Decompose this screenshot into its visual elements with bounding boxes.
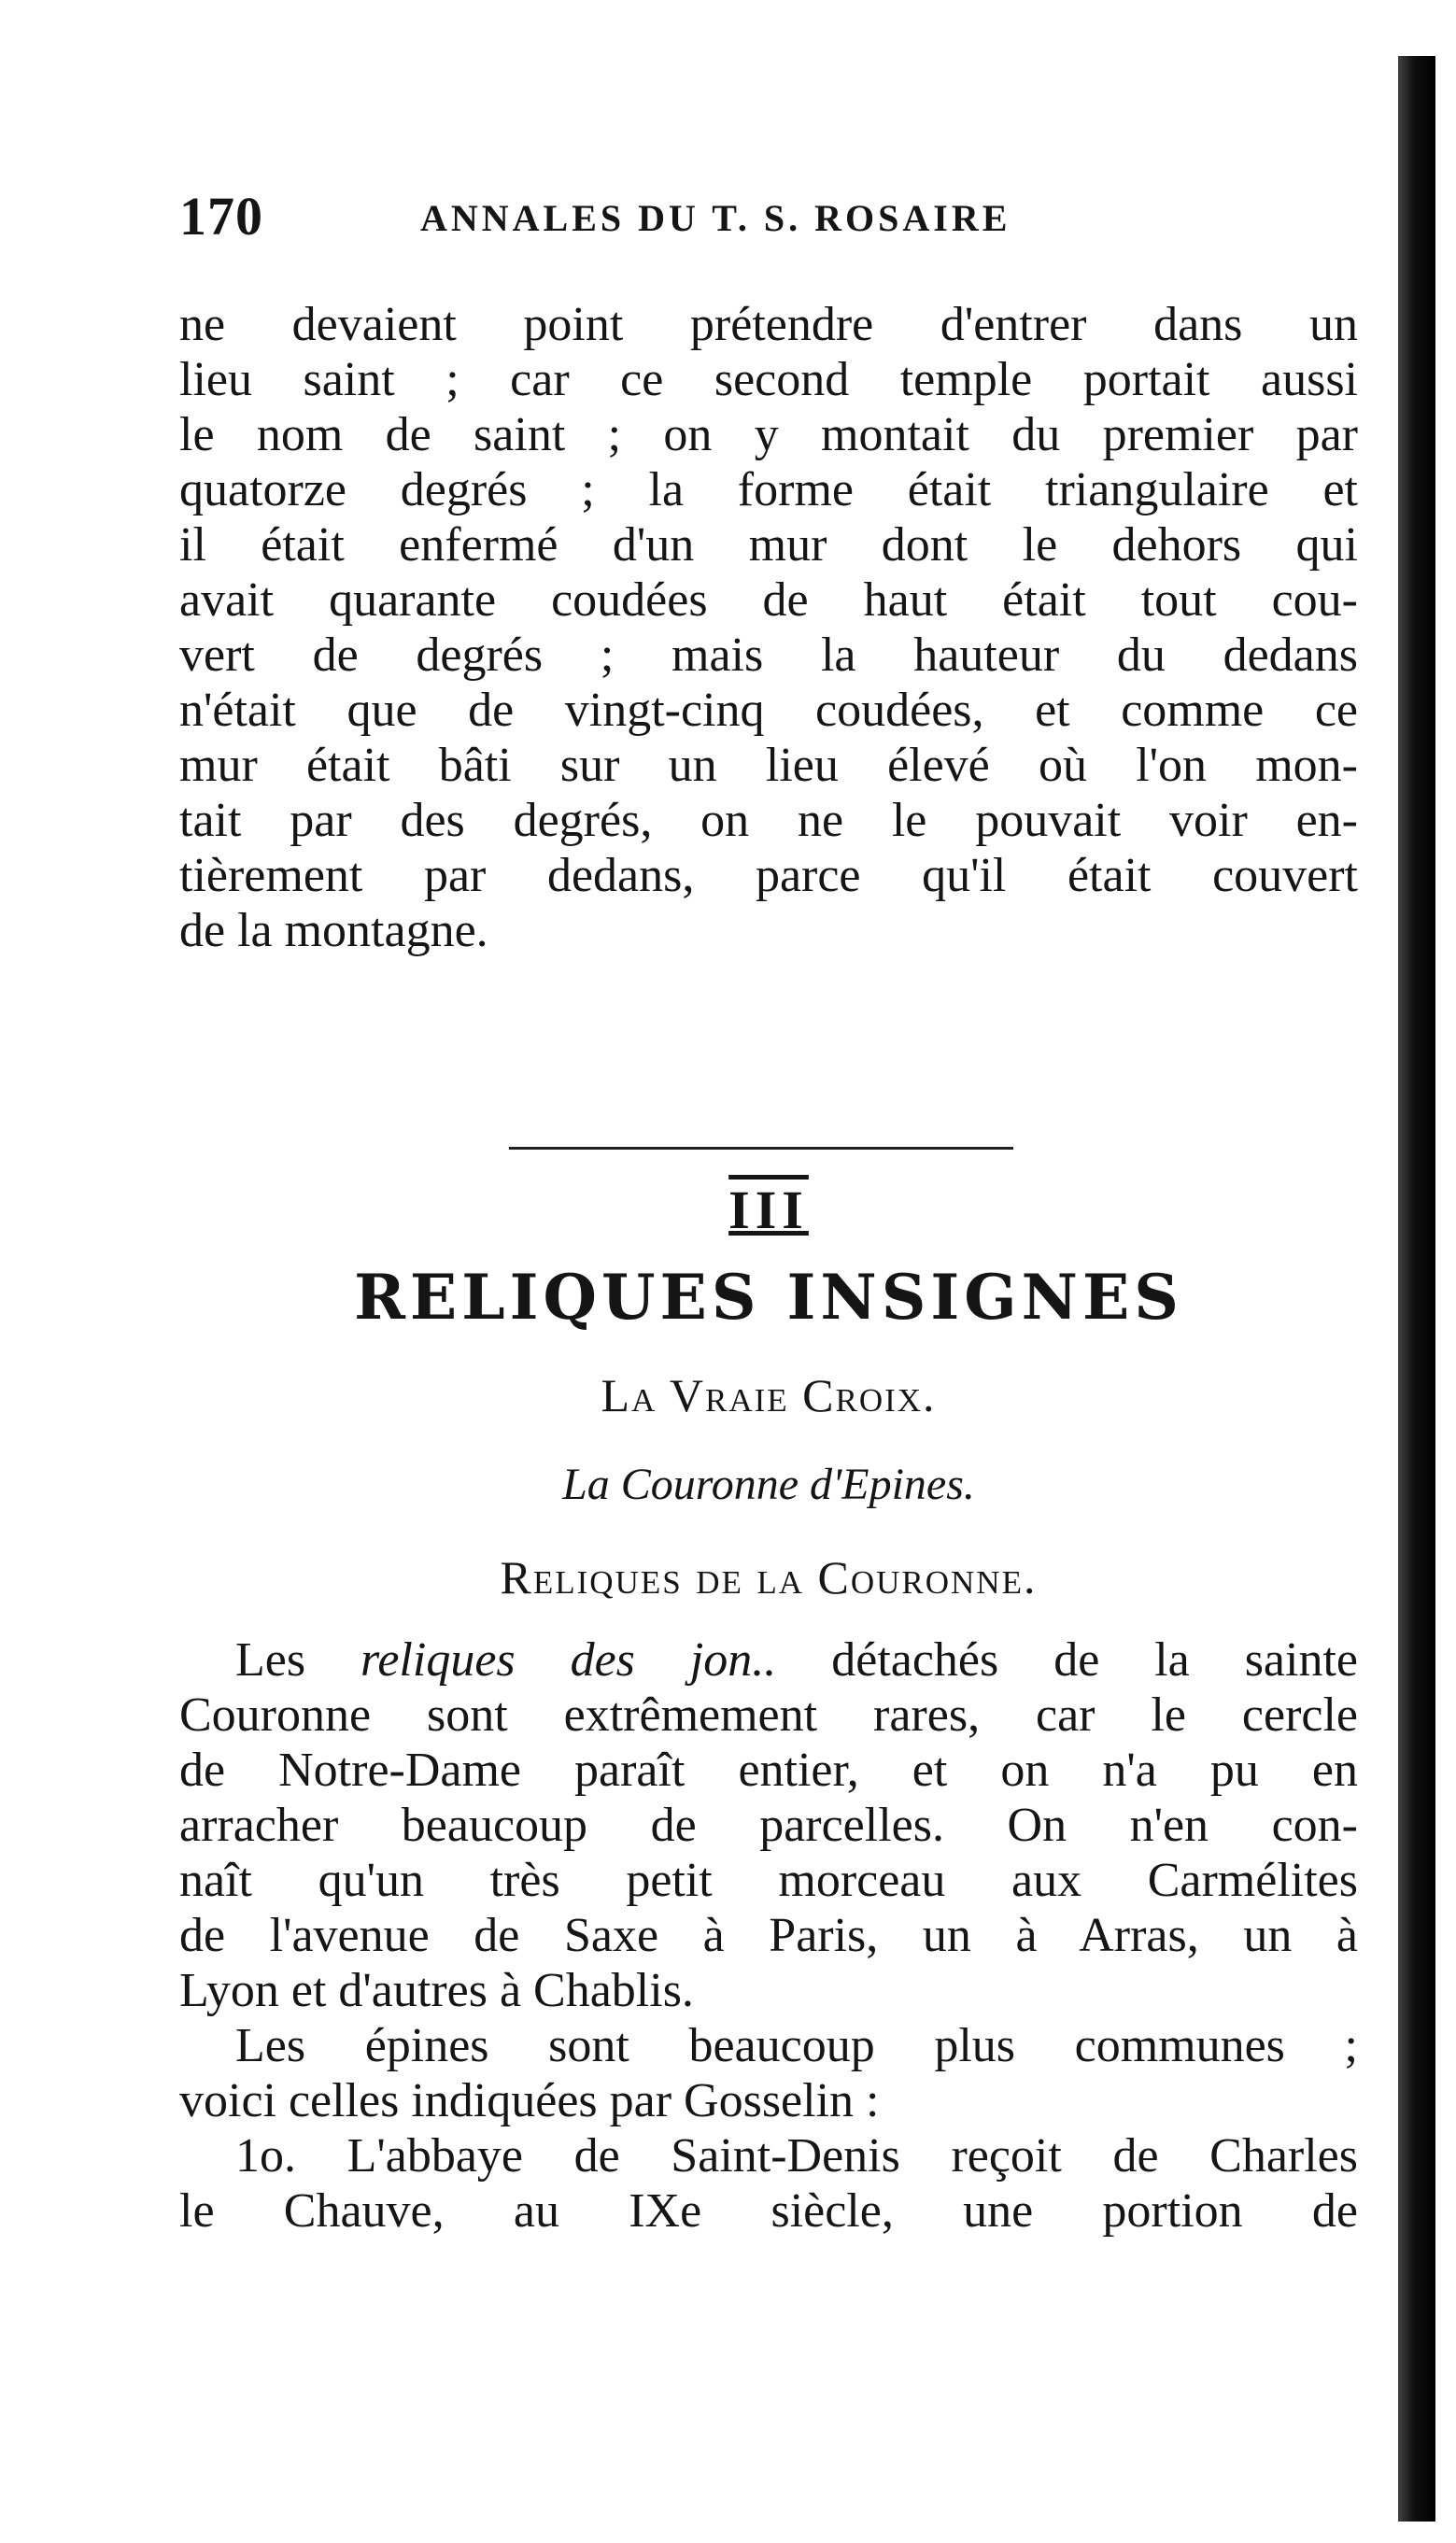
running-head: ANNALES DU T. S. ROSAIRE — [420, 197, 1011, 239]
text-line: le Chauve, au IXe siècle, une portion de — [179, 2184, 1358, 2238]
text-line: avait quarante coudées de haut était tout cou- — [179, 573, 1358, 627]
text-line: de l'avenue de Saxe à Paris, un à Arras, un à — [179, 1909, 1358, 1962]
text-line: tait par des degrés, on ne le pouvait voir en- — [179, 794, 1358, 847]
page-header — [179, 185, 1347, 250]
page-binding-shadow — [1398, 56, 1435, 2522]
text-line: voici celles indiquées par Gosselin : — [179, 2074, 880, 2127]
text-line: le nom de saint ; on y montait du premier par — [179, 408, 1358, 461]
paragraph-relics — [179, 1632, 1358, 2239]
text-line: arracher beaucoup de parcelles. On n'en con- — [179, 1799, 1358, 1852]
text-line: tièrement par dedans, parce qu'il était couvert — [179, 849, 1358, 902]
page-number: 170 — [179, 186, 263, 247]
text-line: vert de degrés ; mais la hauteur du dedans — [179, 629, 1358, 682]
section-number: III — [728, 1180, 809, 1240]
text-line: 1o. L'abbaye de Saint-Denis reçoit de Charles — [235, 2129, 1358, 2183]
section-subtitle: La Vraie Croix. — [601, 1369, 937, 1421]
text-line: Les épines sont beaucoup plus communes ; — [235, 2019, 1358, 2072]
section-subtitle-relics: Reliques de la Couronne. — [500, 1551, 1038, 1604]
text-line — [179, 1632, 1358, 1688]
text-line: lieu saint ; car ce second temple portait aussi — [179, 353, 1358, 406]
text-line: n'était que de vingt-cinq coudées, et comme ce — [179, 684, 1358, 737]
text-line: mur était bâti sur un lieu élevé où l'on mon- — [179, 739, 1358, 792]
italic-fragment: reliques des jon.. — [360, 1633, 777, 1687]
text-fragment: détachés de la sainte — [776, 1633, 1358, 1687]
text-fragment: Les — [235, 1633, 361, 1687]
section-title: RELIQUES INSIGNES — [354, 1261, 1183, 1334]
text-line: quatorze degrés ; la forme était triangulaire et — [179, 463, 1358, 516]
section-italic-subtitle: La Couronne d'Epines. — [562, 1460, 975, 1509]
text-line: naît qu'un très petit morceau aux Carmélites — [179, 1854, 1358, 1907]
text-line: de Notre-Dame paraît entier, et on n'a pu en — [179, 1744, 1358, 1797]
text-line: de la montagne. — [179, 904, 488, 957]
text-line: il était enfermé d'un mur dont le dehors qui — [179, 518, 1358, 572]
text-line: Couronne sont extrêmement rares, car le cercle — [179, 1688, 1358, 1742]
section-divider — [509, 1147, 1013, 1150]
paragraph-temple — [179, 297, 1358, 958]
text-line: ne devaient point prétendre d'entrer dans un — [179, 298, 1358, 351]
text-line: Lyon et d'autres à Chablis. — [179, 1964, 694, 2017]
